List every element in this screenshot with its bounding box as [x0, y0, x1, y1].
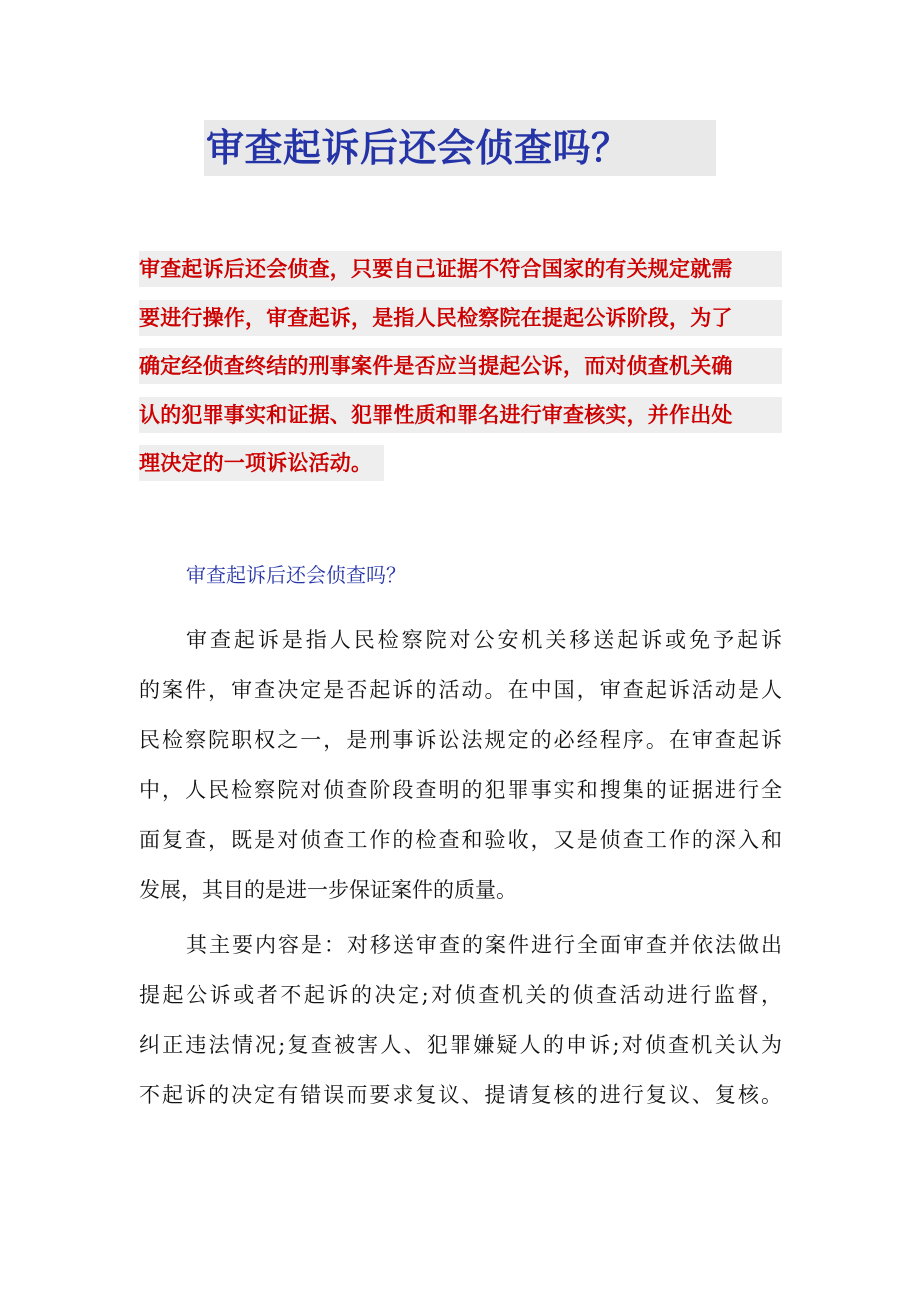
page-title: 审查起诉后还会侦查吗？ [204, 120, 716, 176]
paragraph-line: 其主要内容是：对移送审查的案件进行全面审查并依法做出 [186, 933, 782, 957]
summary-line: 认的犯罪事实和证据、犯罪性质和罪名进行审查核实，并作出处 [139, 397, 782, 433]
summary-line: 审查起诉后还会侦查，只要自己证据不符合国家的有关规定就需 [139, 251, 782, 287]
paragraph-line: 纠正违法情况;复查被害人、犯罪嫌疑人的申诉;对侦查机关认为 [139, 1033, 782, 1057]
summary-block [139, 251, 782, 494]
summary-line: 理决定的一项诉讼活动。 [139, 445, 384, 481]
paragraph-line: 提起公诉或者不起诉的决定;对侦查机关的侦查活动进行监督， [139, 983, 782, 1007]
paragraph-line: 发展，其目的是进一步保证案件的质量。 [139, 878, 517, 902]
body-paragraph [139, 615, 782, 915]
body-paragraph [139, 920, 782, 1120]
paragraph-line: 审查起诉是指人民检察院对公安机关移送起诉或免予起诉 [186, 628, 782, 652]
paragraph-line: 面复查，既是对侦查工作的检查和验收，又是侦查工作的深入和 [139, 828, 782, 852]
paragraph-line: 民检察院职权之一，是刑事诉讼法规定的必经程序。在审查起诉 [139, 728, 782, 752]
paragraph-line: 的案件，审查决定是否起诉的活动。在中国，审查起诉活动是人 [139, 678, 782, 702]
paragraph-line: 不起诉的决定有错误而要求复议、提请复核的进行复议、复核。 [139, 1083, 782, 1107]
paragraph-line: 中，人民检察院对侦查阶段查明的犯罪事实和搜集的证据进行全 [139, 778, 782, 802]
summary-line: 要进行操作，审查起诉，是指人民检察院在提起公诉阶段，为了 [139, 300, 782, 336]
summary-line: 确定经侦查终结的刑事案件是否应当提起公诉，而对侦查机关确 [139, 348, 782, 384]
section-heading: 审查起诉后还会侦查吗？ [186, 563, 406, 587]
